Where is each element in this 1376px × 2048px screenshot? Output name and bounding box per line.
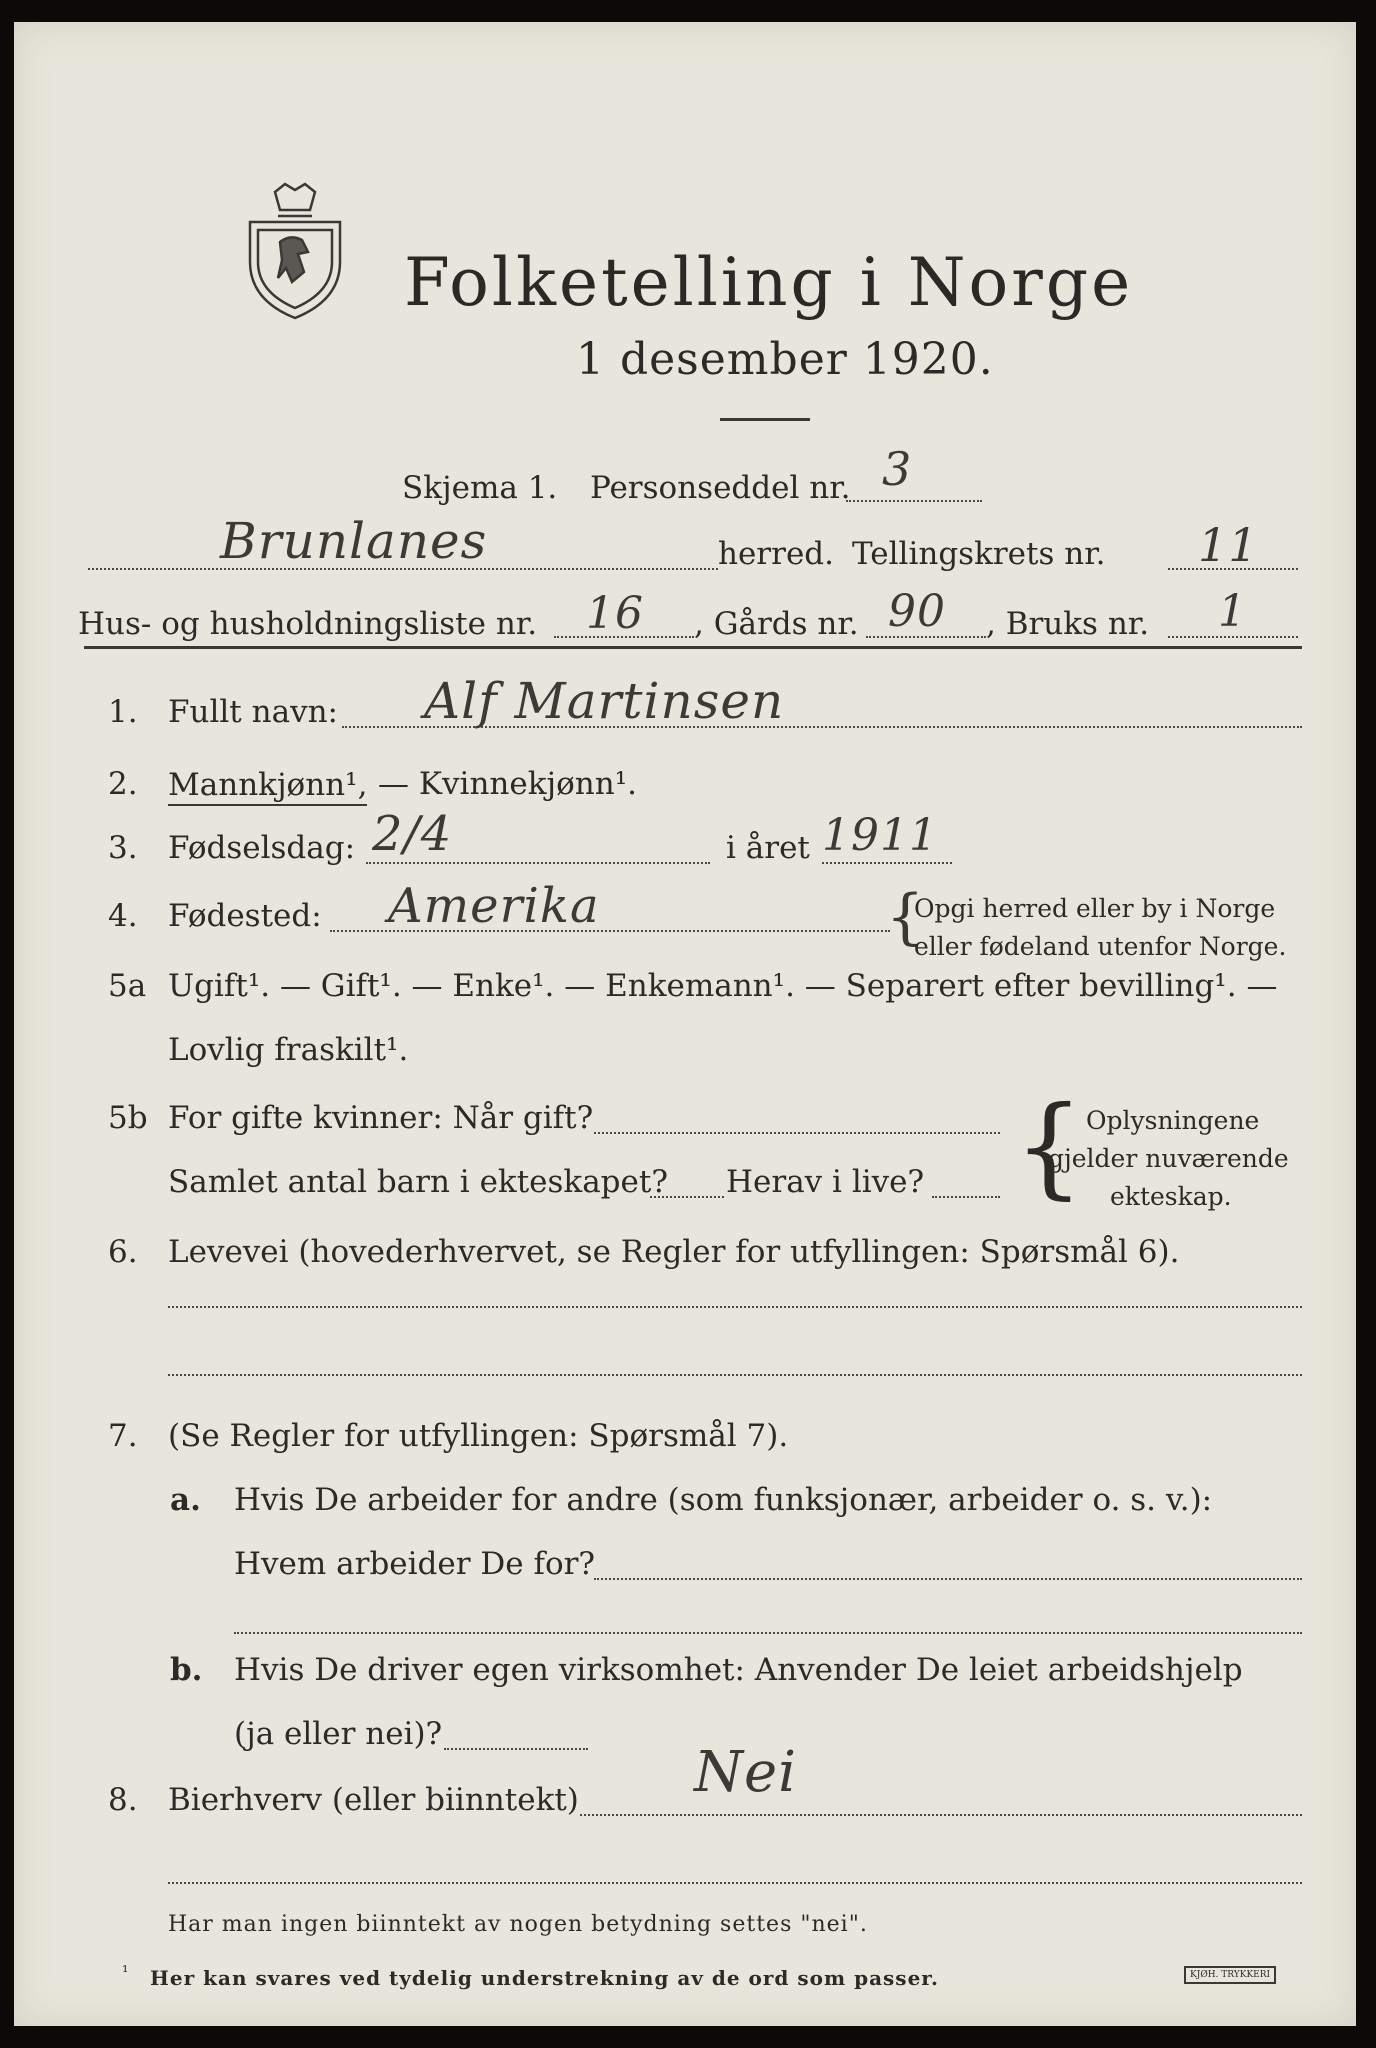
personseddel-label: Personseddel nr. — [590, 470, 851, 506]
gender-female-option[interactable]: — Kvinnekjønn¹. — [378, 766, 637, 802]
q3-number: 3. — [108, 830, 138, 866]
q5b-married-label: For gifte kvinner: Når gift? — [168, 1100, 594, 1136]
marital-status-options[interactable]: Ugift¹. — Gift¹. — Enke¹. — Enkemann¹. — Separert efter bevilling¹. — — [168, 968, 1278, 1004]
birthday-line — [366, 862, 710, 864]
occupation-line-2 — [168, 1374, 1302, 1376]
birth-year-value[interactable]: 1911 — [822, 810, 938, 861]
gards-value[interactable]: 90 — [888, 586, 946, 637]
employer-line — [594, 1578, 1302, 1580]
bruks-value[interactable]: 1 — [1218, 586, 1247, 637]
q4-number: 4. — [108, 898, 138, 934]
birthday-value[interactable]: 2/4 — [372, 806, 453, 862]
q5a-number: 5a — [108, 968, 147, 1004]
q8-number: 8. — [108, 1782, 138, 1818]
herred-value[interactable]: Brunlanes — [220, 512, 488, 570]
side-income-line-2 — [168, 1882, 1302, 1884]
employer-line-2 — [234, 1632, 1302, 1634]
q3-label: Fødselsdag: — [168, 830, 356, 866]
q2-number: 2. — [108, 766, 138, 802]
q7b-line1: Hvis De driver egen virksomhet: Anvender De leiet arbeidshjelp — [234, 1652, 1243, 1688]
q8-label: Bierhverv (eller biinntekt) — [168, 1782, 579, 1818]
section-divider — [84, 646, 1302, 649]
side-income-value[interactable]: Nei — [694, 1740, 798, 1805]
alive-line — [932, 1196, 1000, 1198]
q5b-children-label: Samlet antal barn i ekteskapet? — [168, 1164, 668, 1200]
tellingskrets-label: Tellingskrets nr. — [852, 536, 1106, 572]
q4-brace: { — [886, 882, 925, 952]
coat-of-arms-icon — [240, 182, 350, 322]
q4-note-line1: Opgi herred eller by i Norge — [914, 894, 1276, 923]
printer-stamp: KJØH. TRYKKERI — [1184, 1966, 1276, 1984]
census-form — [14, 22, 1356, 2026]
footnote: Her kan svares ved tydelig understrekning av de ord som passer. — [150, 1966, 939, 1990]
q5b-alive-label: Herav i live? — [726, 1164, 925, 1200]
tellingskrets-value[interactable]: 11 — [1198, 518, 1259, 572]
marital-status-divorced[interactable]: Lovlig fraskilt¹. — [168, 1032, 409, 1068]
personseddel-value[interactable]: 3 — [882, 442, 913, 496]
husliste-value[interactable]: 16 — [586, 588, 644, 639]
full-name-value[interactable]: Alf Martinsen — [424, 672, 785, 730]
q6-label: Levevei (hovederhvervet, se Regler for utfyllingen: Spørsmål 6). — [168, 1234, 1180, 1270]
occupation-line-1 — [168, 1306, 1302, 1308]
q7-label: (Se Regler for utfyllingen: Spørsmål 7). — [168, 1418, 789, 1454]
q5b-number: 5b — [108, 1100, 148, 1136]
q7a-line2: Hvem arbeider De for? — [234, 1546, 596, 1582]
year-line — [822, 862, 952, 864]
q5b-note-line1: Oplysningene — [1086, 1106, 1260, 1135]
personseddel-line — [846, 500, 982, 502]
gards-label: , Gårds nr. — [694, 606, 859, 642]
bruks-label: , Bruks nr. — [986, 606, 1150, 642]
birthplace-value[interactable]: Amerika — [388, 878, 600, 934]
year-label: i året — [726, 830, 810, 866]
q1-label: Fullt navn: — [168, 694, 338, 730]
q4-note-line2: eller fødeland utenfor Norge. — [914, 932, 1287, 961]
q7b-letter: b. — [170, 1652, 203, 1688]
q5b-brace: { — [1014, 1082, 1084, 1210]
q5b-note-line3: ekteskap. — [1110, 1182, 1232, 1211]
q7b-line2: (ja eller nei)? — [234, 1716, 443, 1752]
q5b-note-line2: gjelder nuværende — [1048, 1144, 1289, 1173]
q6-number: 6. — [108, 1234, 138, 1270]
form-label: Skjema 1. — [402, 470, 558, 506]
q1-number: 1. — [108, 694, 138, 730]
hired-help-line — [444, 1748, 588, 1750]
gender-male-option[interactable]: Mannkjønn¹, — [168, 766, 367, 806]
q7a-letter: a. — [170, 1482, 201, 1518]
husliste-label: Hus- og husholdningsliste nr. — [78, 606, 538, 642]
married-when-line — [594, 1132, 1000, 1134]
footer-note: Har man ingen biinntekt av nogen betydning settes "nei". — [168, 1912, 868, 1937]
children-line — [650, 1196, 724, 1198]
q4-label: Fødested: — [168, 898, 322, 934]
footnote-mark: ¹ — [122, 1962, 130, 1981]
q7-number: 7. — [108, 1418, 138, 1454]
side-income-line — [580, 1814, 1302, 1816]
census-date: 1 desember 1920. — [576, 334, 994, 385]
title-divider — [720, 418, 810, 421]
herred-label: herred. — [718, 536, 834, 572]
q7a-line1: Hvis De arbeider for andre (som funksjonær, arbeider o. s. v.): — [234, 1482, 1213, 1518]
form-title: Folketelling i Norge — [404, 244, 1134, 321]
